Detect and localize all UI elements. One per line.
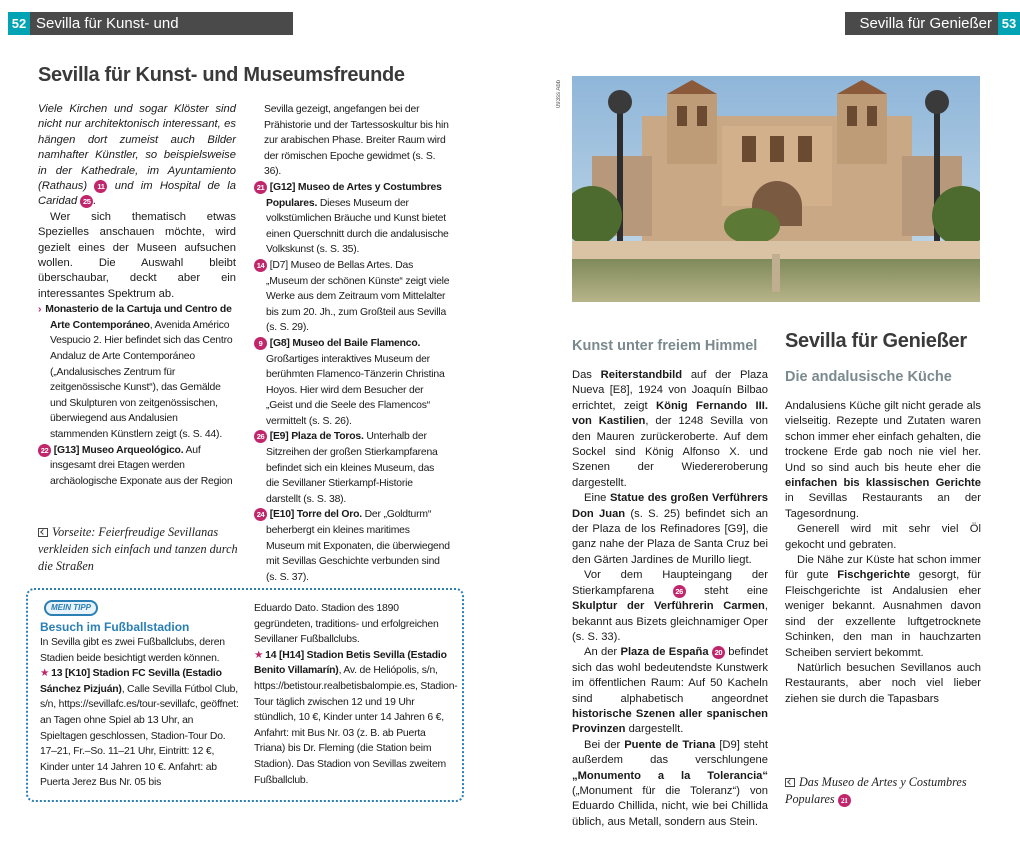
forward-arrow-icon — [785, 778, 795, 787]
left-page-title: Sevilla für Kunst- und Museumsfreunde — [38, 64, 405, 86]
museum-entry: 22 [G13] Museo Arqueológico. Auf insgesamt drei Etagen werden archäologische Exponate aus der Region — [38, 443, 236, 490]
right-column-2 — [785, 399, 981, 707]
tip-entry: ★ 14 [H14] Stadion Betis Sevilla (Estadio Benito Villamarín), Av. de Heliópolis, s/n, https://betistour.realbetisbalompie.es, Stadion-Tour täglich zwischen 12 und 19 Uhr stündlich, 10 €, Kinder unter 14 Jahren 6 €, Anfahrt: mit Bus Nr. 03 (z. B. ab Puerta Triana) bis Dr. Fleming (die Station beim Stadion). Das Stadion von Sevillas zweitem Fußballclub. — [254, 649, 458, 786]
right-photo-caption: Das Museo de Artes y Costumbres Populares 21 — [785, 775, 967, 806]
marker-badge: 24 — [254, 508, 267, 521]
intro-paragraph: Viele Kirchen und sogar Klöster sind nicht nur architektonisch interessant, es hängen dort zumeist auch Bilder namhafter Künstler, so beispielsweise in der Kathedrale, im Ayuntamiento (Rathaus) 11 und im Hospital de la Caridad 25 . — [38, 103, 237, 208]
paragraph: Bei der Puente de Triana [D9] steht außerdem das verschlungene „Monumento a la Tolerancia“ („Monument für die Toleranz“) von Eduardo Chillida, nicht, wie bei Chillida üblich, aus Metall, sondern aus Stein. — [572, 738, 769, 828]
right-page-number: 53 — [998, 12, 1020, 35]
paragraph: Wer sich thematisch etwas Spezielles anschauen möchte, wird gezielt eines der Museen aufsuchen wollen. Die Auswahl bleibt überschaubar, deckt aber ein interessantes Spektrum ab. — [38, 210, 236, 300]
subhead-kueche: Die andalusische Küche — [785, 369, 952, 385]
museum-entry: 9 [G8] Museo del Baile Flamenco. Großartiges interaktives Museum der berühmten Flamenco-Tänzerin Christina Hoyos. Hier wird dem Besucher der „Geist und die Seele des Flamencos“ vermittelt (s. S. 26). — [254, 336, 450, 430]
photo-credit: 093ss Abb — [556, 80, 562, 109]
left-header-title: Sevilla für Kunst- und Museumsfreunde — [8, 15, 179, 55]
paragraph: Natürlich besuchen Sevillanos auch Restaurants, aber noch viel lieber ziehen sie durch die Tapasbars — [785, 661, 981, 705]
mein-tipp-box — [26, 588, 464, 802]
marker-badge: 21 — [838, 794, 851, 807]
arrow-icon: › — [38, 304, 42, 316]
paragraph: Die Nähe zur Küste hat schon immer für gute Fischgerichte gesorgt, für Fleischgerichte ist Andalusien eher weniger bekannt. Ausnahmen davon sind der exzellente luftgetrocknete Schinken, den man in hauchzarten Scheiben serviert bekommt. — [785, 554, 981, 659]
paragraph: Vor dem Haupteingang der Stierkampfarena 26 steht eine Skulptur der Verführerin Carmen, bekannt aus Bizets gleichnamiger Oper (s. S. 33). — [572, 569, 768, 643]
marker-badge: 26 — [254, 430, 267, 443]
left-column-1 — [38, 102, 236, 489]
star-icon: ★ — [40, 668, 50, 680]
museum-entry: › Monasterio de la Cartuja und Centro de Arte Contemporáneo, Avenida Américo Vespucio 2. Hier befindet sich das Centro Andaluz de Arte Contemporáneo („Andalusisches Zentrum für zeitgenössische Kunst“), das Gemälde und Skulpturen von zeitgenössischen, überwiegend aus Andalusien stammenden Künstlern zeigt (s. S. 44). — [38, 304, 233, 441]
marker-badge: 9 — [254, 337, 267, 350]
marker-badge: 21 — [254, 181, 267, 194]
left-page-number: 52 — [8, 12, 30, 35]
right-header-title: Sevilla für Genießer — [859, 15, 992, 32]
tip-column-1 — [40, 635, 240, 791]
paragraph: Andalusiens Küche gilt nicht gerade als vielseitig. Rezepte und Zutaten waren schon immer eher einfach gehalten, die trockene Erde gab noch nie viel her. Und so sind auch bis heute eher die einfachen bis klassischen Gerichte in Sevillas Restaurants an der Tagesordnung. — [785, 400, 981, 520]
paragraph: Das Reiterstandbild auf der Plaza Nueva [E8], 1924 von Joaquín Bilbao errichtet, zeigt König Fernando III. von Kastilien, der 1248 Sevilla von den Mauren zurückeroberte. Auf dem Sockel sind König Alfonso X. und Szenen der Wiedereroberung dargestellt. — [572, 369, 768, 489]
star-icon: ★ — [254, 649, 264, 661]
left-running-header — [8, 12, 293, 55]
museum-photo — [572, 76, 980, 302]
paragraph: Eine Statue des großen Verführers Don Juan (s. S. 25) befindet sich an der Plaza de los Refinadores [G9], die ganz nahe der Plaza de Santa Cruz bei den Gärten Jardines de Murillo liegt. — [572, 492, 769, 566]
title-geniesser: Sevilla für Genießer — [785, 330, 967, 352]
left-column-2 — [254, 102, 450, 585]
mein-tipp-logo: MEIN TIPP — [44, 600, 98, 616]
tip-title: Besuch im Fußballstadion — [40, 620, 190, 634]
paragraph: Generell wird mit sehr viel Öl gekocht und gebraten. — [785, 523, 981, 551]
marker-badge: 20 — [712, 646, 725, 659]
museum-entry: 14 [D7] Museo de Bellas Artes. Das „Museum der schönen Künste“ zeigt viele Werke aus dem Zeitraum vom Mittelalter bis zum 20. Jh., zum Großteil aus Sevilla (s. S. 29). — [254, 258, 450, 336]
paragraph: Sevilla gezeigt, angefangen bei der Prähistorie und der Tartessoskultur bis hin zur arabischen Phase. Breiter Raum wird der römischen Epoche gewidmet (s. S. 36). — [264, 104, 449, 178]
tip-column-2 — [254, 601, 458, 788]
tip-intro: In Sevilla gibt es zwei Fußballclubs, deren Stadien beide besichtigt werden können. — [40, 637, 225, 664]
marker-badge: 14 — [254, 259, 267, 272]
museum-entry: 24 [E10] Torre del Oro. Der „Goldturm“ beherbergt ein kleines maritimes Museum mit Exponaten, die überwiegend mit Sevillas Geschichte verbunden sind (s. S. 37). — [254, 507, 450, 585]
marker-badge: 11 — [94, 180, 107, 193]
marker-badge: 25 — [80, 195, 93, 208]
paragraph: Eduardo Dato. Stadion des 1890 gegründeten, traditions- und erfolgreichen Sevillaner Fußballclubs. — [254, 603, 439, 646]
marker-badge: 26 — [673, 585, 686, 598]
subhead-kunst: Kunst unter freiem Himmel — [572, 338, 758, 354]
right-running-header — [845, 12, 1020, 35]
museum-entry: 21 [G12] Museo de Artes y Costumbres Populares. Dieses Museum der volkstümlichen Bräuche und Kunst bietet einen Querschnitt durch die andalusische Volkskunst (s. S. 35). — [254, 180, 450, 258]
museum-photo-image — [572, 76, 980, 302]
tip-entry: ★ 13 [K10] Stadion FC Sevilla (Estadio Sánchez Pizjuán), Calle Sevilla Fútbol Club, s/n, https://sevillafc.es/tour-sevillafc, geöffnet: an Tagen ohne Spiel ab 13 Uhr, an Spieltagen geschlossen, Stadion-Tour Do. 17–21, Fr.–So. 11–21 Uhr, Eintritt: 12 €, Kinder unter 14 Jahren 10 €. Anfahrt: ab Puerta Jerez Bus Nr. 05 bis — [40, 668, 239, 789]
museum-entry: 26 [E9] Plaza de Toros. Unterhalb der Sitzreihen der großen Stierkampfarena befindet sich ein kleines Museum, das die Sevillaner Stierkampf-Historie darstellt (s. S. 38). — [254, 429, 450, 507]
back-arrow-icon — [38, 528, 48, 537]
marker-badge: 22 — [38, 444, 51, 457]
left-photo-caption: Vorseite: Feierfreudige Sevillanas verkleiden sich einfach und tanzen durch die Straßen — [38, 525, 238, 573]
paragraph: An der Plaza de España 20 befindet sich das wohl bedeutendste Kunstwerk im öffentlichen Raum: Auf 50 Kacheln sind alphabetisch angeordnet historische Szenen aller spanischen Provinzen dargestellt. — [572, 646, 768, 736]
right-column-1 — [572, 368, 768, 830]
